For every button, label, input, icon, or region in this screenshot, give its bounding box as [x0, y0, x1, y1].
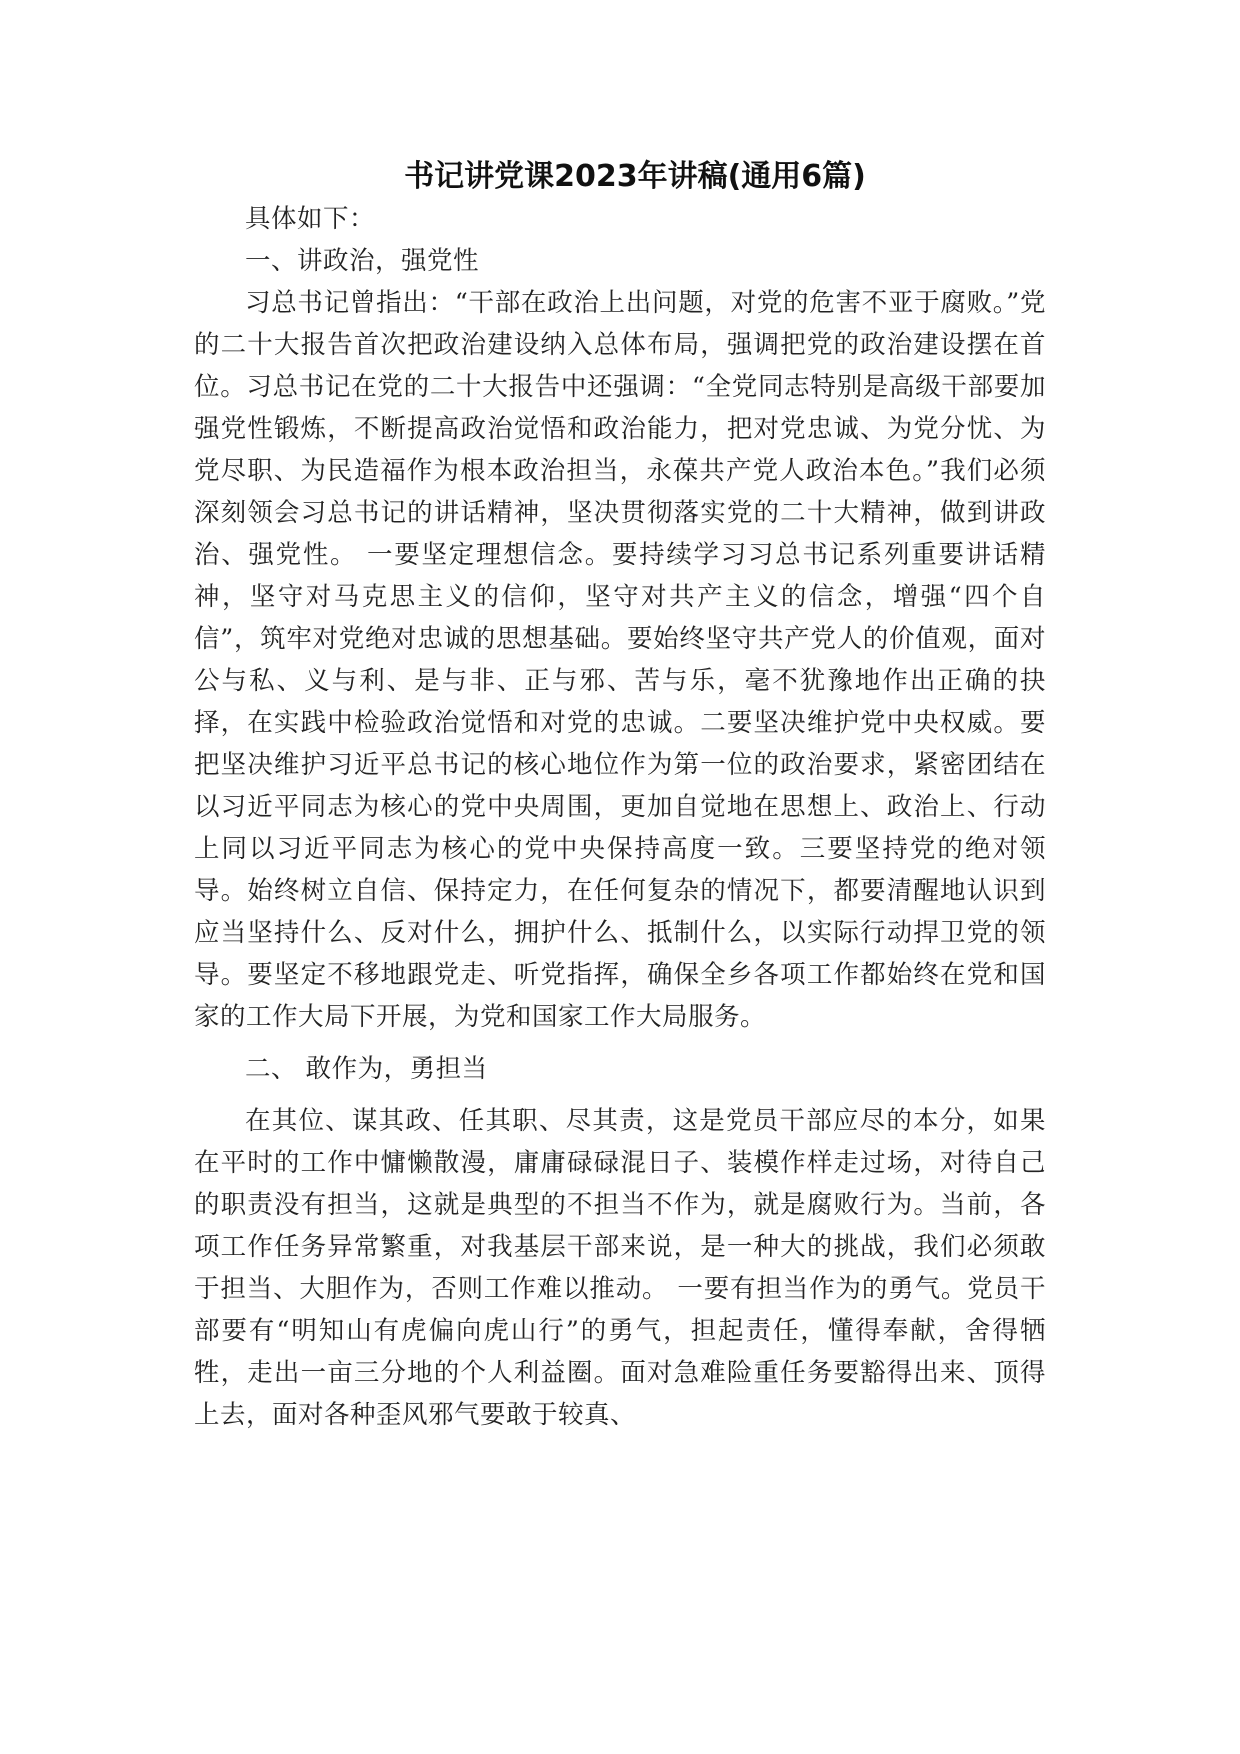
- section-heading-2: 二、 敢作为，勇担当: [245, 1054, 488, 1084]
- section-heading-1: 一、讲政治，强党性: [245, 246, 480, 276]
- document-title: 书记讲党课2023年讲稿(通用6篇): [404, 159, 866, 194]
- intro-paragraph: 具体如下：: [245, 204, 376, 234]
- document-body: [194, 198, 1046, 1436]
- section-paragraph-1: 习总书记曾指出：“干部在政治上出问题，对党的危害不亚于腐败。”党的二十大报告首次把政治建设纳入总体布局，强调把党的政治建设摆在首位。习总书记在党的二十大报告中还强调：“全党同志特别是高级干部要加强党性锻炼，不断提高政治觉悟和政治能力，把对党忠诚、为党分忧、为党尽职、为民造福作为根本政治担当，永葆共产党人政治本色。”我们必须深刻领会习总书记的讲话精神，坚决贯彻落实党的二十大精神，做到讲政治、强党性。 一要坚定理想信念。要持续学习习总书记系列重要讲话精神，坚守对马克思主义的信仰，坚守对共产主义的信念，增强“四个自信”，筑牢对党绝对忠诚的思想基础。要始终坚守共产党人的价值观，面对公与私、义与利、是与非、正与邪、苦与乐，毫不犹豫地作出正确的抉择，在实践中检验政治觉悟和对党的忠诚。二要坚决维护党中央权威。要把坚决维护习近平总书记的核心地位作为第一位的政治要求，紧密团结在以习近平同志为核心的党中央周围，更加自觉地在思想上、政治上、行动上同以习近平同志为核心的党中央保持高度一致。三要坚持党的绝对领导。始终树立自信、保持定力，在任何复杂的情况下，都要清醒地认识到应当坚持什么、反对什么，拥护什么、抵制什么，以实际行动捍卫党的领导。要坚定不移地跟党走、听党指挥，确保全乡各项工作都始终在党和国家的工作大局下开展，为党和国家工作大局服务。: [194, 288, 1046, 1032]
- section-paragraph-2: 在其位、谋其政、任其职、尽其责，这是党员干部应尽的本分，如果在平时的工作中慵懒散漫，庸庸碌碌混日子、装模作样走过场，对待自己的职责没有担当，这就是典型的不担当不作为，就是腐败行为。当前，各项工作任务异常繁重，对我基层干部来说，是一种大的挑战，我们必须敢于担当、大胆作为，否则工作难以推动。 一要有担当作为的勇气。党员干部要有“明知山有虎偏向虎山行”的勇气，担起责任，懂得奉献，舍得牺牲，走出一亩三分地的个人利益圈。面对急难险重任务要豁得出来、顶得上去，面对各种歪风邪气要敢于较真、: [194, 1106, 1046, 1430]
